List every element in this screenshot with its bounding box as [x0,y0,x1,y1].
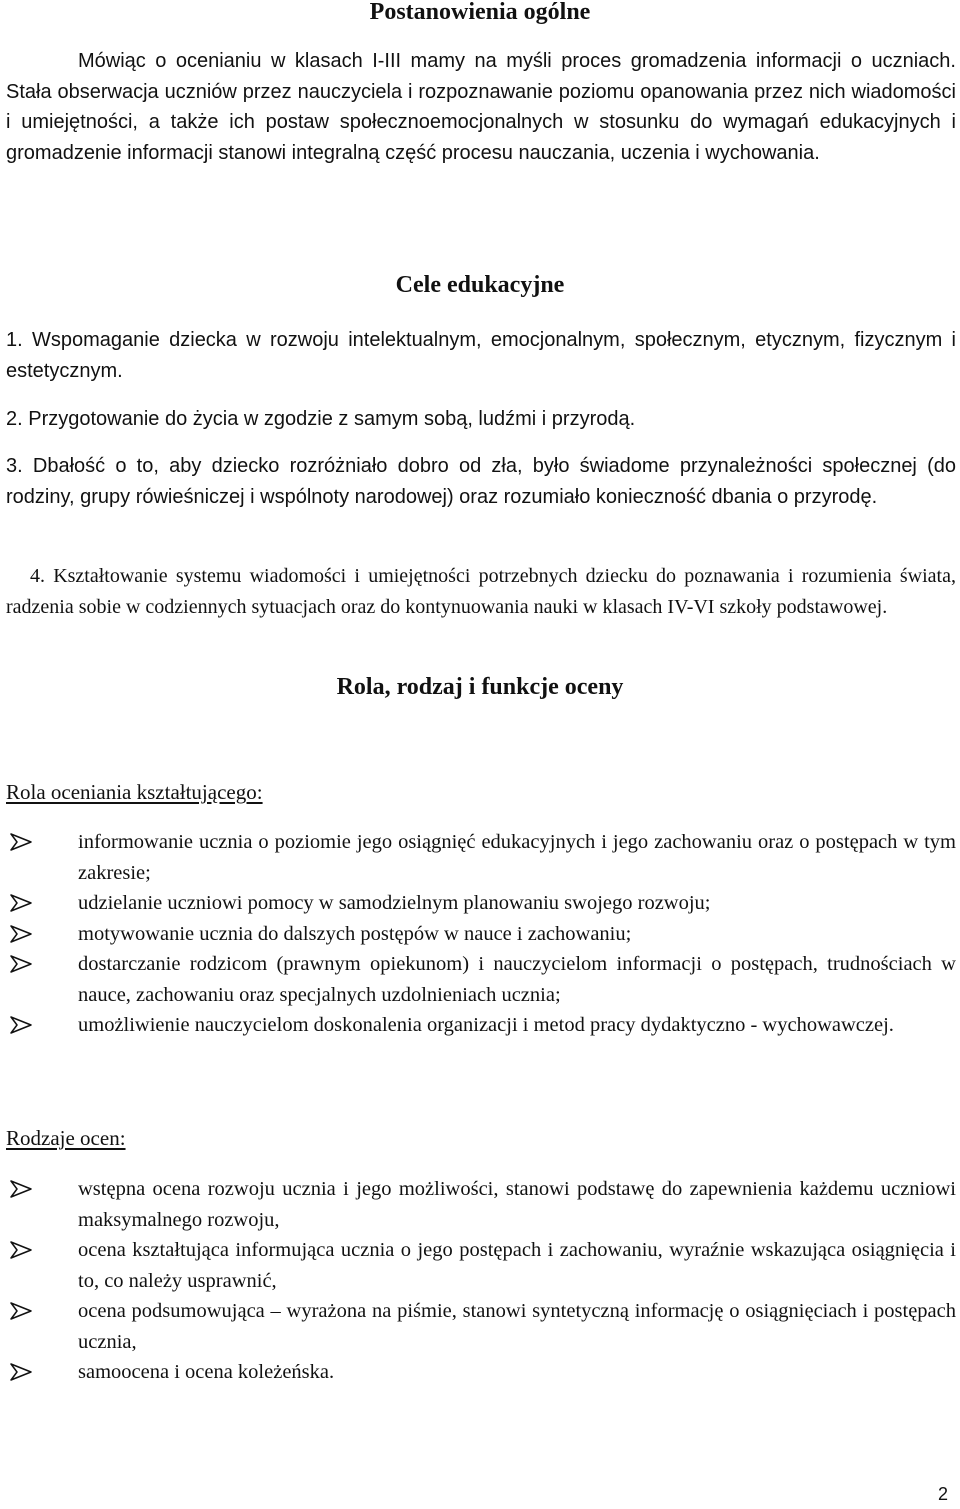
list-item [0,919,960,950]
arrowhead-bullet-icon [10,1016,32,1034]
list-item [0,1010,960,1041]
list-item-text: ocena podsumowująca – wyrażona na piśmie, stanowi syntetyczną informację o osiągnięciach i postępach ucznia, [78,1300,956,1353]
list-item [0,827,960,888]
list-item-text: informowanie ucznia o poziomie jego osiągnięć edukacyjnych i jego zachowaniu oraz o postępach w tym zakresie; [78,831,956,884]
list-item-text: ocena kształtująca informująca ucznia o jego postępach i zachowaniu, wyraźnie wskazująca osiągnięcia i to, co należy usprawnić, [78,1239,956,1292]
goal-item-2: 2. Przygotowanie do życia w zgodzie z samym sobą, ludźmi i przyrodą. [6,408,636,430]
goal-item-4: 4. Kształtowanie systemu wiadomości i umiejętności potrzebnych dziecku do poznawania i rozumienia świata, radzenia sobie w codziennych sytuacjach oraz do kontynuowania nauki w klasach IV-VI szkoły podstawowej. [6,565,956,618]
heading-general: Postanowienia ogólne [369,0,591,25]
list-item-text: wstępna ocena rozwoju ucznia i jego możliwości, stanowi podstawę do zapewnienia każdemu uczniowi maksymalnego rozwoju, [78,1178,956,1231]
arrowhead-bullet-icon [10,833,32,851]
heading-role: Rola, rodzaj i funkcje oceny [336,674,624,700]
types-title: Rodzaje ocen: [6,1126,126,1150]
arrowhead-bullet-icon [10,894,32,912]
arrowhead-bullet-icon [10,1363,32,1381]
list-item [0,949,960,1010]
list-item [0,1174,960,1235]
intro-paragraph: Mówiąc o ocenianiu w klasach I-III mamy na myśli proces gromadzenia informacji o uczniach. Stała obserwacja uczniów przez nauczyciela i rozpoznawanie poziomu opanowania przez nich wiadomości i umiejętności, a także ich postaw społecznoemocjonalnych w stosunku do wymagań edukacyjnych i gromadzenie informacji stanowi integralną część procesu nauczania, uczenia i wychowania. [6,50,956,164]
arrowhead-bullet-icon [10,1241,32,1259]
arrowhead-bullet-icon [10,955,32,973]
formative-list [0,827,960,1041]
arrowhead-bullet-icon [10,925,32,943]
formative-title: Rola oceniania kształtującego: [6,780,263,804]
goal-item-3: 3. Dbałość o to, aby dziecko rozróżniało dobro od zła, było świadome przynależności społecznej (do rodziny, grupy rówieśniczej i wspólnoty narodowej) oraz rozumiało konieczność dbania o przyrodę. [6,455,956,508]
types-list [0,1174,960,1388]
list-item-text: umożliwienie nauczycielom doskonalenia organizacji i metod pracy dydaktyczno - wychowawczej. [78,1014,894,1036]
list-item-text: samoocena i ocena koleżeńska. [78,1361,335,1383]
arrowhead-bullet-icon [10,1180,32,1198]
list-item [0,1235,960,1296]
list-item-text: dostarczanie rodzicom (prawnym opiekunom) i nauczycielom informacji o postępach, trudnościach w nauce, zachowaniu oraz specjalnych uzdolnieniach ucznia; [78,953,956,1006]
arrowhead-bullet-icon [10,1302,32,1320]
list-item [0,1296,960,1357]
list-item-text: udzielanie uczniowi pomocy w samodzielnym planowaniu swojego rozwoju; [78,892,711,914]
list-item [0,888,960,919]
list-item [0,1357,960,1388]
page-number: 2 [938,1484,949,1504]
goal-item-1: 1. Wspomaganie dziecka w rozwoju intelektualnym, emocjonalnym, społecznym, etycznym, fizycznym i estetycznym. [6,329,956,382]
heading-goals: Cele edukacyjne [395,272,565,298]
list-item-text: motywowanie ucznia do dalszych postępów w nauce i zachowaniu; [78,922,632,945]
